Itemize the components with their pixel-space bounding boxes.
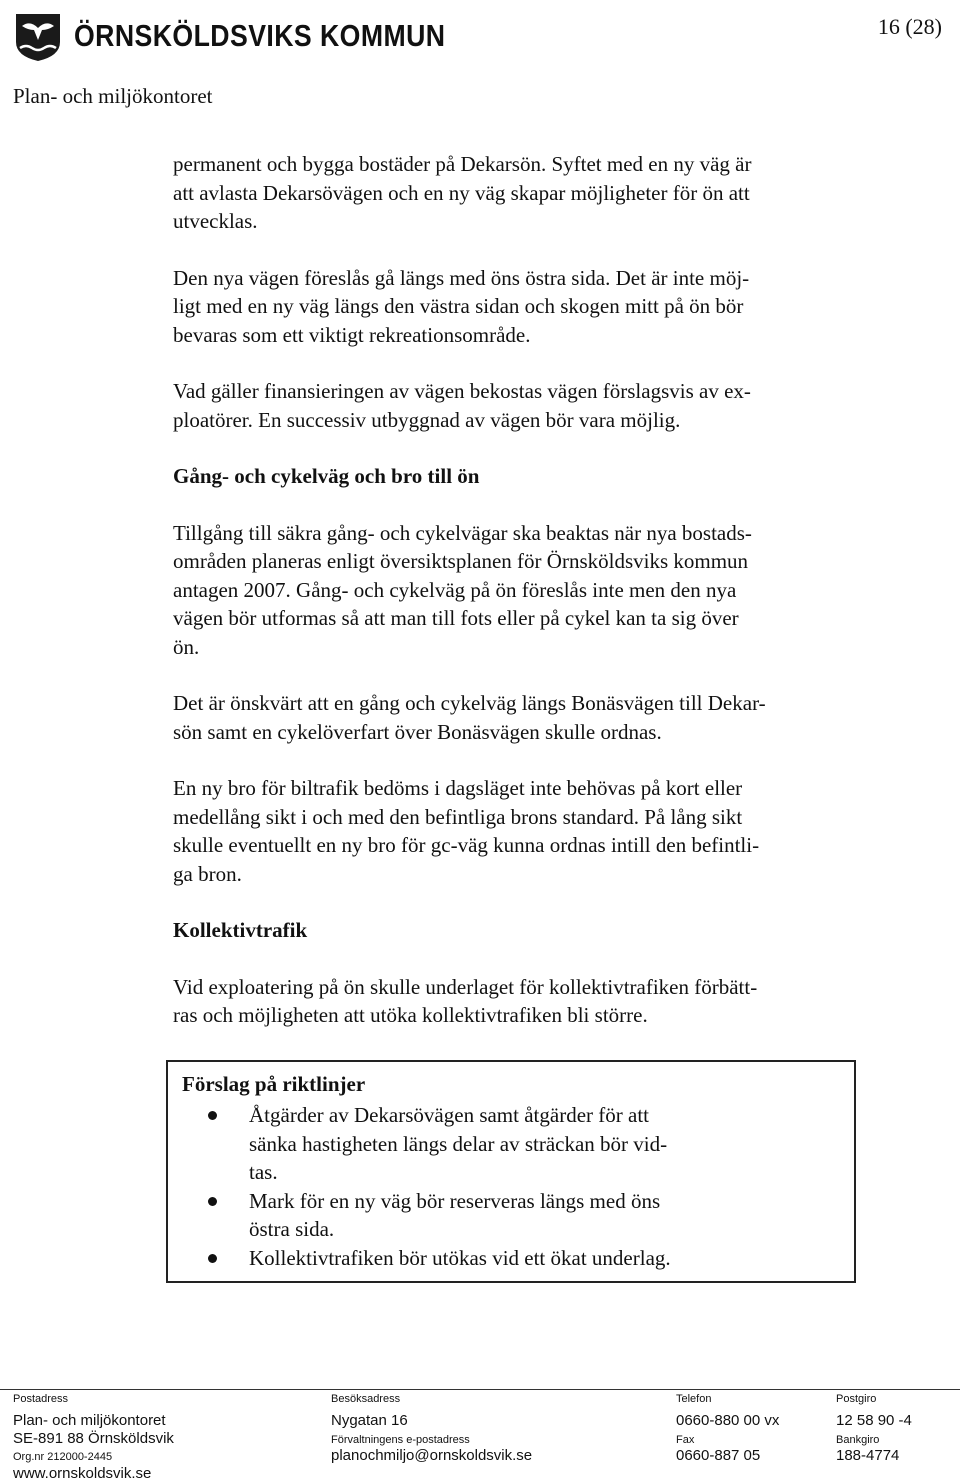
footer-divider <box>0 1389 960 1390</box>
bullet-icon <box>208 1197 217 1206</box>
text-line: ligt med en ny väg längs den västra sidan och skogen mitt på ön bör <box>173 294 744 318</box>
footer-email-link[interactable]: planochmiljo@ornskoldsvik.se <box>331 1447 533 1464</box>
text-line: tas. <box>249 1160 278 1184</box>
organization-name: ÖRNSKÖLDSVIKS KOMMUN <box>74 18 446 53</box>
section-heading: Gång- och cykelväg och bro till ön <box>173 464 480 488</box>
bullet-icon <box>208 1254 217 1263</box>
footer-fax: 0660-887 05 <box>676 1447 761 1464</box>
paragraph <box>173 150 873 236</box>
document-body <box>173 150 873 1030</box>
paragraph <box>173 973 873 1030</box>
text-line: Det är önskvärt att en gång och cykelväg längs Bonäsvägen till Dekar- <box>173 691 766 715</box>
text-line: Vad gäller finansieringen av vägen bekostas vägen förslagsvis av ex- <box>173 379 751 403</box>
footer-website-link[interactable]: www.ornskoldsvik.se <box>13 1465 152 1482</box>
footer-telefon-label: Telefon <box>676 1393 712 1405</box>
municipal-coat-of-arms-icon <box>14 12 62 62</box>
text-line: ploatörer. En successiv utbyggnad av vägen bör vara möjlig. <box>173 407 681 432</box>
text-line: Mark för en ny väg bör reserveras längs med öns <box>249 1188 661 1213</box>
footer-epost-label: Förvaltningens e-postadress <box>331 1434 470 1446</box>
text-line: bevaras som ett viktigt rekreationsområde. <box>173 322 531 347</box>
footer-postadress-label: Postadress <box>13 1393 69 1405</box>
text-line: Den nya vägen föreslås gå längs med öns östra sida. Det är inte möj- <box>173 265 750 290</box>
footer-postadress-line1: Plan- och miljökontoret <box>13 1412 166 1429</box>
footer-besoksadress: Nygatan 16 <box>331 1412 408 1429</box>
footer-bankgiro-label: Bankgiro <box>836 1434 880 1446</box>
section-heading: Kollektivtrafik <box>173 918 308 942</box>
text-line: sön samt en cykelöverfart över Bonäsvägen skulle ordnas. <box>173 719 662 744</box>
paragraph <box>173 774 873 888</box>
guidelines-title: Förslag på riktlinjer <box>182 1072 366 1096</box>
footer-orgnr: Org.nr 212000-2445 <box>13 1451 113 1463</box>
text-line: sänka hastigheten längs delar av sträckan bör vid- <box>249 1131 668 1156</box>
paragraph <box>173 689 873 746</box>
footer-postgiro-label: Postgiro <box>836 1393 877 1405</box>
text-line: En ny bro för biltrafik bedöms i dagsläget inte behövas på kort eller <box>173 776 743 800</box>
list-item <box>168 1244 854 1273</box>
guidelines-box <box>166 1060 856 1283</box>
text-line: vägen bör utformas så att man till fots eller på cykel kan ta sig över <box>173 606 739 630</box>
text-line: antagen 2007. Gång- och cykelväg på ön föreslås inte men den nya <box>173 577 737 602</box>
text-line: att avlasta Dekarsövägen och en ny väg skapar möjligheter för ön att <box>173 180 750 205</box>
paragraph <box>173 519 873 662</box>
footer-fax-label: Fax <box>676 1434 695 1446</box>
text-line: områden planeras enligt översiktsplanen för Örnsköldsviks kommun <box>173 549 749 573</box>
text-line: ön. <box>173 634 200 659</box>
paragraph <box>173 264 873 350</box>
text-line: ras och möjligheten att utöka kollektivtrafiken bli större. <box>173 1003 648 1027</box>
footer-postadress-line2: SE-891 88 Örnsköldsvik <box>13 1430 174 1447</box>
footer-bankgiro: 188-4774 <box>836 1447 900 1464</box>
paragraph <box>173 377 873 434</box>
footer-postgiro: 12 58 90 -4 <box>836 1412 912 1429</box>
page-number: 16 (28) <box>877 14 942 39</box>
list-item <box>168 1101 854 1187</box>
list-item <box>168 1187 854 1244</box>
footer-besoksadress-label: Besöksadress <box>331 1393 401 1405</box>
guidelines-list <box>168 1101 854 1272</box>
text-line: östra sida. <box>249 1217 335 1241</box>
text-line: medellång sikt i och med den befintliga brons standard. På lång sikt <box>173 804 743 829</box>
text-line: permanent och bygga bostäder på Dekarsön. Syftet med en ny väg är <box>173 152 752 176</box>
text-line: Vid exploatering på ön skulle underlaget för kollektivtrafiken förbätt- <box>173 974 758 999</box>
footer-telefon: 0660-880 00 vx <box>676 1412 780 1429</box>
text-line: Kollektivtrafiken bör utökas vid ett ökat underlag. <box>249 1245 671 1270</box>
text-line: Åtgärder av Dekarsövägen samt åtgärder för att <box>249 1103 649 1127</box>
text-line: Tillgång till säkra gång- och cykelvägar ska beaktas när nya bostads- <box>173 520 752 545</box>
text-line: skulle eventuellt en ny bro för gc-väg kunna ordnas intill den befintli- <box>173 833 760 857</box>
bullet-icon <box>208 1111 217 1120</box>
department-name: Plan- och miljökontoret <box>13 84 213 108</box>
text-line: ga bron. <box>173 861 242 886</box>
text-line: utvecklas. <box>173 209 258 233</box>
